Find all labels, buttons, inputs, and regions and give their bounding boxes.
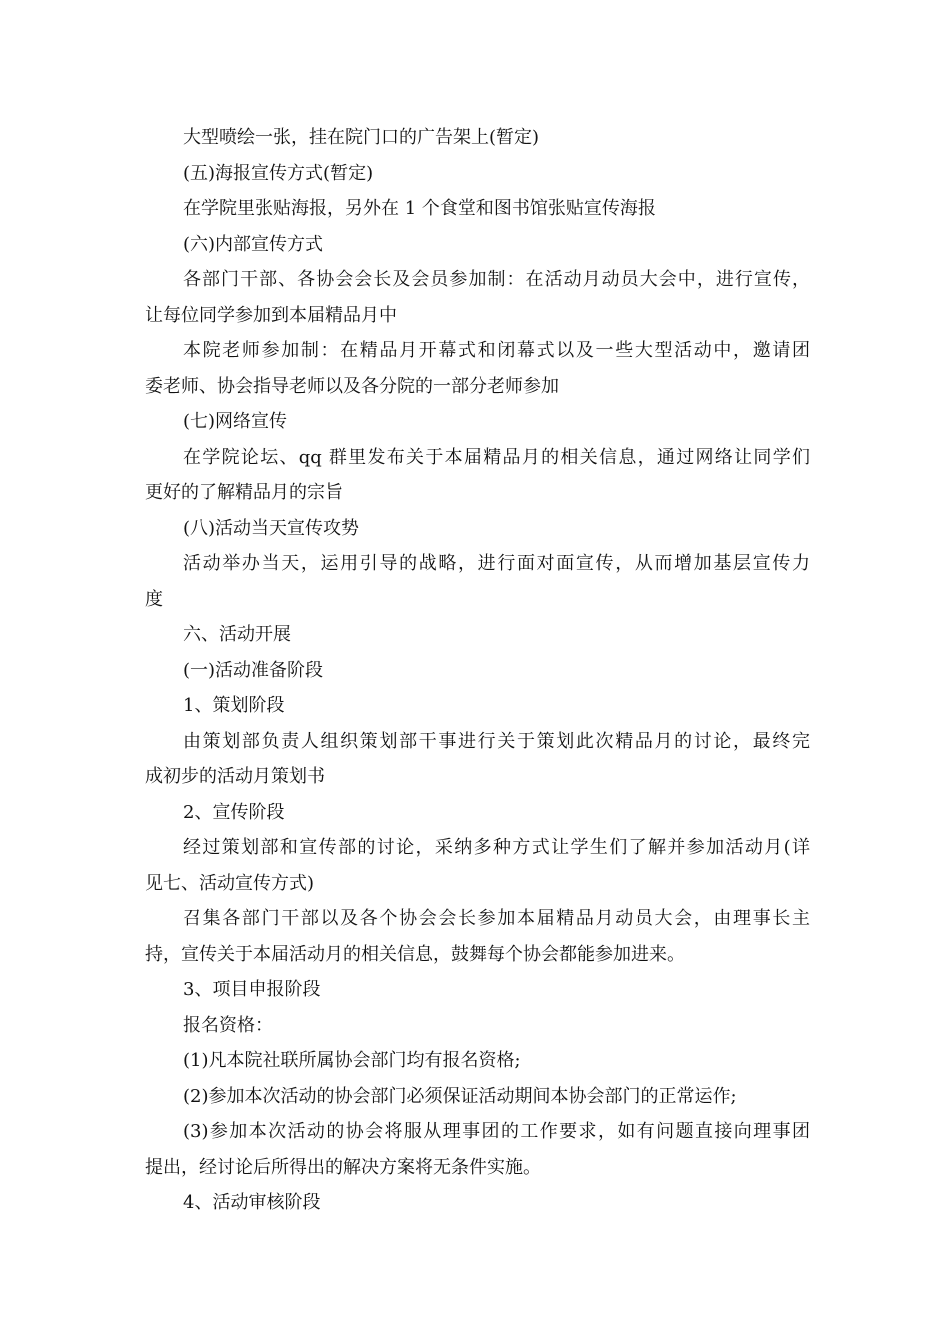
text-line: 4、活动审核阶段 — [183, 1192, 321, 1213]
text-line: 本院老师参加制：在精品月开幕式和闭幕式以及一些大型活动中，邀请团 — [183, 340, 810, 361]
text-line: 成初步的活动月策划书 — [145, 766, 325, 787]
text-line: 在学院里张贴海报，另外在 1 个食堂和图书馆张贴宣传海报 — [183, 198, 656, 219]
text-line: (3)参加本次活动的协会将服从理事团的工作要求，如有问题直接向理事团 — [183, 1121, 810, 1142]
text-line: 召集各部门干部以及各个协会会长参加本届精品月动员大会，由理事长主 — [183, 908, 810, 929]
text-line: (七)网络宣传 — [183, 411, 288, 432]
text-line: (六)内部宣传方式 — [183, 233, 324, 255]
text-line: 度 — [145, 588, 163, 610]
text-line: 各部门干部、各协会会长及会员参加制：在活动月动员大会中，进行宣传， — [183, 269, 810, 290]
text-line: 持，宣传关于本届活动月的相关信息，鼓舞每个协会都能参加进来。 — [145, 943, 685, 965]
text-line: (1)凡本院社联所属协会部门均有报名资格; — [183, 1050, 521, 1071]
text-line: 3、项目申报阶段 — [183, 979, 321, 1000]
text-line: 更好的了解精品月的宗旨 — [145, 482, 343, 503]
text-line: 见七、活动宣传方式) — [145, 872, 315, 894]
text-line: 1、策划阶段 — [183, 695, 285, 716]
text-line: (2)参加本次活动的协会部门必须保证活动期间本协会部门的正常运作; — [183, 1085, 737, 1107]
text-line: 六、活动开展 — [183, 624, 291, 645]
text-line: 大型喷绘一张，挂在院门口的广告架上(暂定) — [183, 127, 540, 148]
text-line: (一)活动准备阶段 — [183, 659, 324, 681]
text-line: 2、宣传阶段 — [183, 801, 285, 823]
text-line: 报名资格： — [183, 1014, 273, 1036]
text-line: 在学院论坛、qq 群里发布关于本届精品月的相关信息，通过网络让同学们 — [183, 446, 810, 468]
text-line: 由策划部负责人组织策划部干事进行关于策划此次精品月的讨论，最终完 — [183, 730, 810, 752]
text-line: (八)活动当天宣传攻势 — [183, 517, 360, 539]
text-line: 活动举办当天，运用引导的战略，进行面对面宣传，从而增加基层宣传力 — [183, 553, 810, 574]
text-line: (五)海报宣传方式(暂定) — [183, 162, 374, 184]
text-line: 提出，经讨论后所得出的解决方案将无条件实施。 — [145, 1156, 541, 1178]
text-line: 让每位同学参加到本届精品月中 — [145, 304, 397, 326]
text-line: 委老师、协会指导老师以及各分院的一部分老师参加 — [145, 375, 559, 397]
document-body — [145, 120, 810, 1221]
text-line: 经过策划部和宣传部的讨论，采纳多种方式让学生们了解并参加活动月(详 — [183, 837, 810, 858]
